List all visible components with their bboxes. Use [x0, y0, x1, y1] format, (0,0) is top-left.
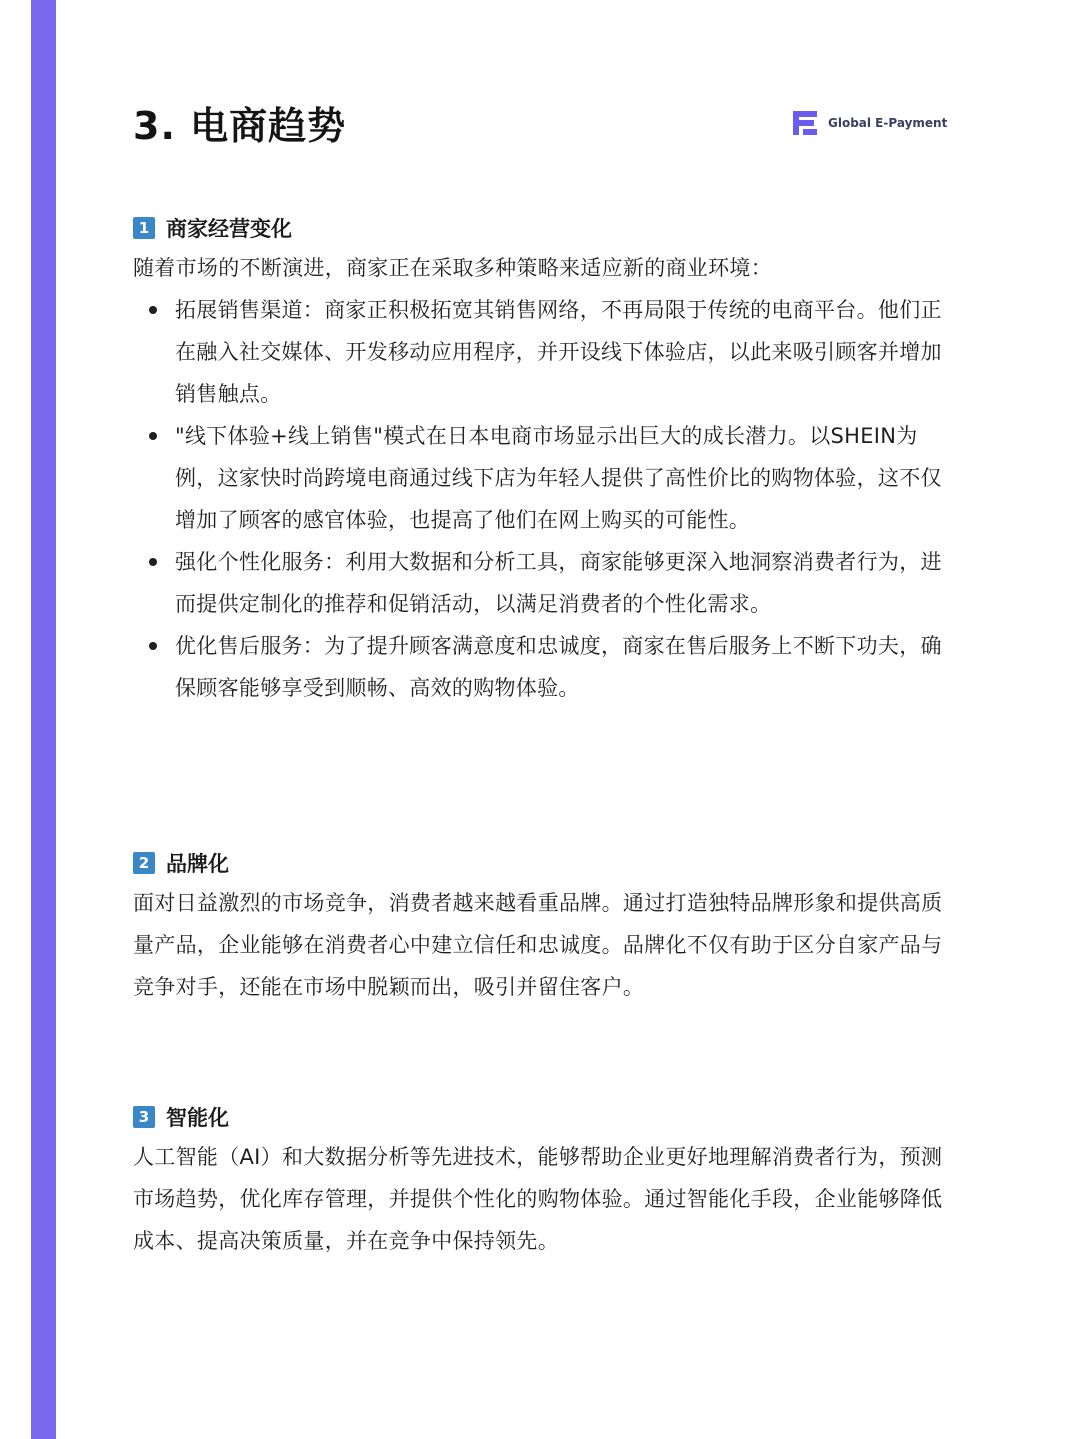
section-heading: 商家经营变化: [166, 217, 292, 241]
list-item: [133, 541, 949, 625]
section-heading: 智能化: [166, 1106, 229, 1130]
accent-sidebar: [31, 0, 56, 1439]
list-item: [133, 415, 949, 541]
section-branding: [133, 846, 963, 1008]
bullet-dot: [149, 432, 157, 440]
section-body: 人工智能（AI）和大数据分析等先进技术，能够帮助企业更好地理解消费者行为，预测市场趋势，优化库存管理，并提供个性化的购物体验。通过智能化手段，企业能够降低成本、提高决策质量，并在竞争中保持领先。: [133, 1145, 943, 1253]
section-body: 面对日益激烈的市场竞争，消费者越来越看重品牌。通过打造独特品牌形象和提供高质量产品，企业能够在消费者心中建立信任和忠诚度。品牌化不仅有助于区分自家产品与竞争对手，还能在市场中脱颖而出，吸引并留住客户。: [133, 891, 943, 999]
list-item-text: 拓展销售渠道：商家正积极拓宽其销售网络，不再局限于传统的电商平台。他们正在融入社交媒体、开发移动应用程序，并开设线下体验店，以此来吸引顾客并增加销售触点。: [175, 298, 942, 406]
list-item-text: 强化个性化服务：利用大数据和分析工具，商家能够更深入地洞察消费者行为，进而提供定制化的推荐和促销活动，以满足消费者的个性化需求。: [175, 550, 942, 616]
section-merchant-changes: [133, 211, 963, 709]
section-header: [133, 211, 963, 245]
brand-logo: [790, 108, 947, 138]
section-heading: 品牌化: [166, 852, 229, 876]
brand-name: Global E-Payment: [828, 116, 948, 130]
list-item: [133, 289, 949, 415]
list-item-text: 优化售后服务：为了提升顾客满意度和忠诚度，商家在售后服务上不断下功夫，确保顾客能够享受到顺畅、高效的购物体验。: [175, 634, 942, 700]
section-number-badge: 2: [133, 852, 155, 874]
list-item: [133, 625, 949, 709]
section-intelligence: [133, 1100, 963, 1262]
list-item-text: "线下体验+线上销售"模式在日本电商市场显示出巨大的成长潜力。以SHEIN为例，这家快时尚跨境电商通过线下店为年轻人提供了高性价比的购物体验，这不仅增加了顾客的感官体验，也提高了他们在网上购买的可能性。: [175, 424, 942, 532]
section-header: [133, 846, 963, 880]
bullet-dot: [149, 306, 157, 314]
section-number-badge: 1: [133, 217, 155, 239]
section-number-badge: 3: [133, 1106, 155, 1128]
bullet-dot: [149, 642, 157, 650]
bullet-dot: [149, 558, 157, 566]
page-title: 3. 电商趋势: [133, 104, 347, 148]
bullet-list: [133, 289, 963, 709]
brand-icon: [790, 108, 820, 138]
section-header: [133, 1100, 963, 1134]
section-intro: 随着市场的不断演进，商家正在采取多种策略来适应新的商业环境：: [133, 256, 772, 280]
